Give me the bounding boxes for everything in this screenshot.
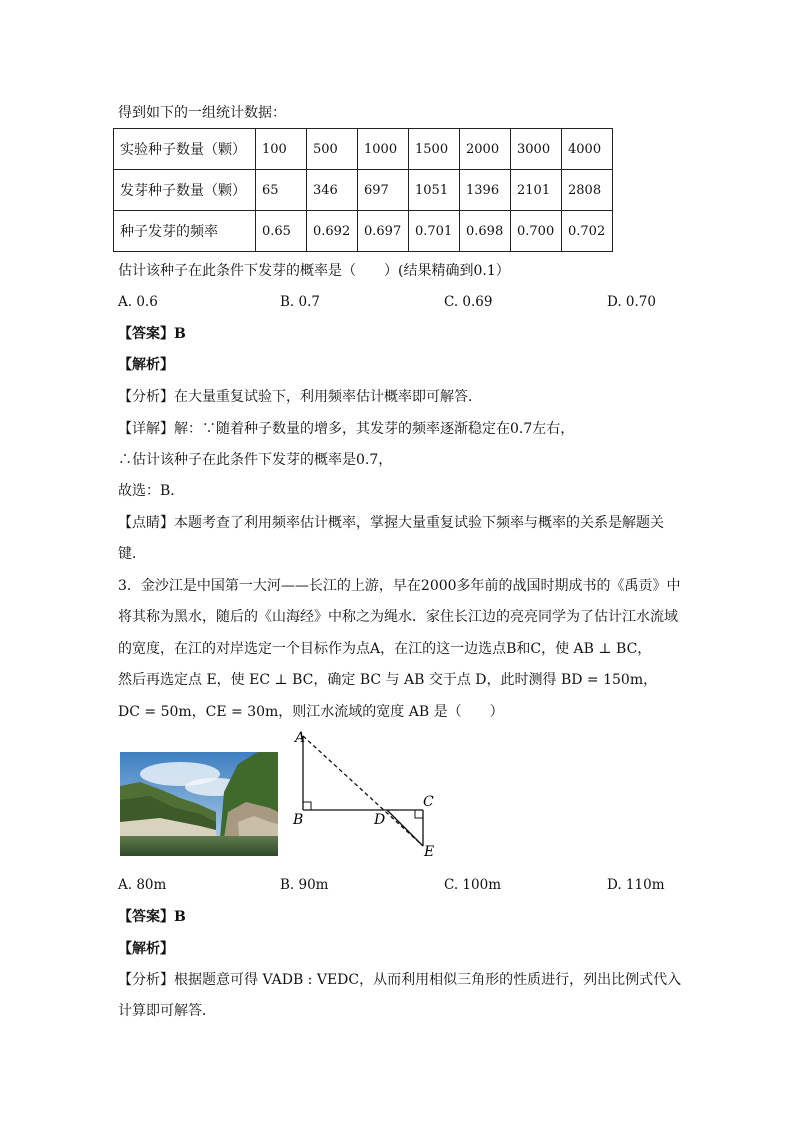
q2-detail-line-2: ∴估计该种子在此条件下发芽的概率是0.7， [118,452,393,468]
row-label: 发芽种子数量（颗） [114,170,256,211]
q2-answer: 【答案】B [118,326,186,342]
table-cell: 2808 [562,170,613,211]
statistics-table [113,128,613,252]
q2-choose: 故选：B． [118,483,185,499]
q2-dianjing-line-1: 【点睛】本题考查了利用频率估计概率，掌握大量重复试验下频率与概率的关系是解题关 [118,515,664,531]
row-label: 种子发芽的频率 [114,211,256,252]
q3-line-1: 3．金沙江是中国第一大河——长江的上游，早在2000多年前的战国时期成书的《禹贡》中 [118,578,681,594]
table-cell: 1051 [409,170,460,211]
triangle-figure [288,728,448,863]
table-cell: 3000 [511,129,562,170]
segment-de [387,810,423,846]
q2-analysis-title: 【解析】 [118,357,174,373]
q2-option-a: A. 0.6 [118,294,158,310]
table-cell: 0.702 [562,211,613,252]
table-cell: 0.65 [256,211,307,252]
table-cell: 2000 [460,129,511,170]
geometry-diagram [288,728,448,863]
q3-answer: 【答案】B [118,909,186,925]
table-cell: 346 [307,170,358,211]
right-angle-mark-c [415,810,423,818]
table-cell: 1500 [409,129,460,170]
q2-detail-line-1: 【详解】解：∵随着种子数量的增多，其发芽的频率逐渐稳定在0.7左右， [118,421,575,437]
table-row [114,170,613,211]
river-gorge-illustration [120,752,278,856]
q3-line-4: 然后再选定点 E，使 EC ⊥ BC，确定 BC 与 AB 交于点 D，此时测得 BD = 150m， [118,672,658,688]
q3-option-d: D. 110m [607,877,665,893]
label-a: A [295,730,306,746]
table-cell: 500 [307,129,358,170]
q2-option-b: B. 0.7 [280,294,320,310]
q3-line-3: 的宽度，在江的对岸选定一个目标作为点A，在江的这一边选点B和C，使 AB ⊥ BC， [118,641,652,657]
q3-line-2: 将其称为黑水，随后的《山海经》中称之为绳水．家住长江边的亮亮同学为了估计江水流域 [118,609,678,625]
label-b: B [293,812,304,828]
table-cell: 4000 [562,129,613,170]
q3-analysis-title: 【解析】 [118,941,174,957]
intro-text: 得到如下的一组统计数据： [118,105,286,121]
label-d: D [374,812,386,828]
table-cell: 0.698 [460,211,511,252]
row-label: 实验种子数量（颗） [114,129,256,170]
table-cell: 0.701 [409,211,460,252]
q2-dianjing-line-2: 键． [118,546,146,562]
table-cell: 65 [256,170,307,211]
q3-option-b: B. 90m [280,877,329,893]
table-row [114,211,613,252]
q2-option-d: D. 0.70 [607,294,656,310]
right-angle-mark-b [303,802,311,810]
q3-fenxi-line-1: 【分析】根据题意可得 VADB : VEDC，从而利用相似三角形的性质进行，列出比例式代入 [118,972,682,988]
q2-option-c: C. 0.69 [444,294,493,310]
q3-fenxi-line-2: 计算即可解答． [118,1003,216,1019]
table-cell: 2101 [511,170,562,211]
table-cell: 100 [256,129,307,170]
q3-line-5: DC = 50m，CE = 30m，则江水流域的宽度 AB 是（ ） [118,704,504,720]
table-cell: 697 [358,170,409,211]
q3-option-a: A. 80m [118,877,167,893]
q2-fenxi: 【分析】在大量重复试验下，利用频率估计概率即可解答． [118,389,482,405]
q2-question: 估计该种子在此条件下发芽的概率是（ ）(结果精确到0.1） [118,263,510,279]
segment-ae [303,736,423,846]
river-gorge-photo [120,752,278,856]
table-cell: 1000 [358,129,409,170]
q3-option-c: C. 100m [444,877,501,893]
label-c: C [423,794,434,810]
table-cell: 1396 [460,170,511,211]
label-e: E [424,844,435,860]
table-row [114,129,613,170]
table-cell: 0.692 [307,211,358,252]
table-cell: 0.697 [358,211,409,252]
table-cell: 0.700 [511,211,562,252]
